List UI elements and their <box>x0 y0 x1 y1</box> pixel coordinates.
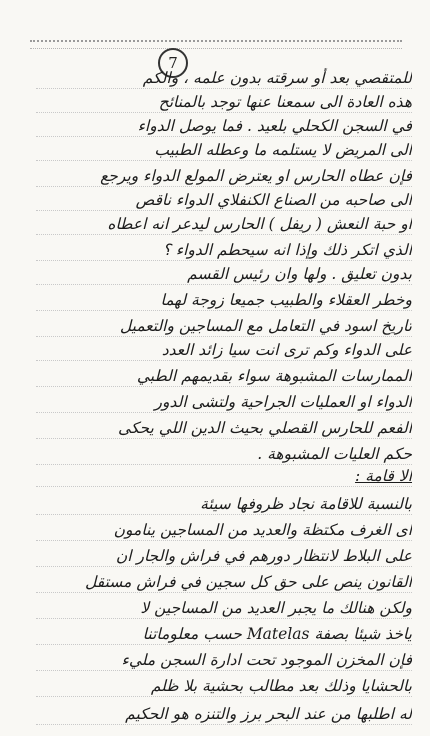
text-line: فإن المخزن الموجود تحت ادارة السجن مليء <box>121 651 412 669</box>
ruled-line <box>36 486 412 487</box>
text-line: تاريخ اسود في التعامل مع المساجين والتعميل <box>119 317 412 335</box>
ruled-line <box>36 438 412 439</box>
ruled-line <box>36 464 412 465</box>
text-line: بالحشايا وذلك بعد مطالب بحشية بلا ظلم <box>150 677 412 695</box>
ruled-line <box>36 696 412 697</box>
text-line: ولكن هنالك ما يجبر العديد من المساجين لا <box>140 599 412 617</box>
ruled-line <box>36 514 412 515</box>
ruled-line <box>36 644 412 645</box>
text-line: القانون ينص على حق كل سجين في فراش مستقل <box>85 573 412 591</box>
ruled-line <box>36 386 412 387</box>
ruled-line <box>36 136 412 137</box>
text-line: هذه العادة الى سمعنا عنها توجد بالمنائح <box>158 93 412 111</box>
section-heading: الا قامة : <box>355 467 412 485</box>
ruled-line <box>36 592 412 593</box>
text-line: الممارسات المشبوهة سواء بقديمهم الطبي <box>136 367 412 385</box>
text-line: بالنسبة للاقامة نجاد ظروفها سيئة <box>200 495 412 513</box>
text-line: فإن عطاه الحارس او يعترض المولع الدواء ويرجع <box>100 167 412 185</box>
ruled-line <box>36 88 412 89</box>
text-line: للمتقصي بعد أو سرقته بدون علمه ، والكم <box>142 69 412 87</box>
ruled-line <box>36 210 412 211</box>
ruled-line <box>36 310 412 311</box>
text-line: بدون تعليق . ولها وان رئيس القسم <box>187 265 412 283</box>
ruled-line <box>36 566 412 567</box>
text-line: الذي اتكر ذلك وإذا انه سيحطم الدواء ؟ <box>162 241 412 259</box>
text-line: في السجن الكحلي بلعيد . فما يوصل الدواء <box>137 117 412 135</box>
ruled-line <box>36 186 412 187</box>
text-line: الى المريض لا يستلمه ما وعطله الطبيب <box>154 141 412 159</box>
text-line: الى صاحبه من الصناع الكنفلاي الدواء ناقص <box>135 191 412 209</box>
text-line: الفعم للحارس القصلي بحيث الدين اللي يحكى <box>118 419 412 437</box>
text-line: وخطر العقلاء والطبيب جميعا زوجة لهما <box>160 291 412 309</box>
page-number: 7 <box>158 48 188 78</box>
ruled-line <box>36 670 412 671</box>
ruled-line <box>36 360 412 361</box>
top-border <box>30 40 402 49</box>
ruled-line <box>36 412 412 413</box>
ruled-line <box>36 618 412 619</box>
text-line: او حبة النعش ( ريفل ) الحارس ليدعر انه اعطاه <box>107 215 412 233</box>
ruled-line <box>36 260 412 261</box>
ruled-line <box>36 234 412 235</box>
ruled-line <box>36 336 412 337</box>
ruled-line <box>36 112 412 113</box>
text-line: اى الغرف مكتظة والعديد من المساجين ينامون <box>113 521 412 539</box>
ruled-line <box>36 160 412 161</box>
text-line: الدواء او العمليات الجراحية ولتشى الدور <box>154 393 412 411</box>
text-line: ياخذ شيئا بصفة Matelas حسب معلوماتنا <box>142 625 412 643</box>
text-line: على الدواء وكم ترى انت سيا زائد العدد <box>161 341 412 359</box>
text-line: له اطلبها من عند البحر برز والتنزه هو الحكيم <box>125 705 412 723</box>
ruled-line <box>36 724 412 725</box>
ruled-line <box>36 540 412 541</box>
ruled-line <box>36 284 412 285</box>
text-line: حكم العليات المشبوهة . <box>257 445 412 463</box>
text-line: على البلاط لانتظار دورهم في فراش والجار ان <box>115 547 412 565</box>
